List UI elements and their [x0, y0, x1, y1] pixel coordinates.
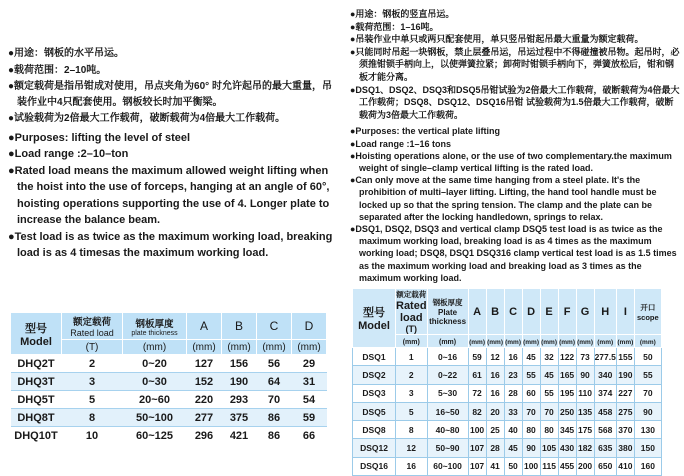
header-scope-mm: (mm): [634, 335, 661, 348]
table-row: [353, 348, 662, 366]
cell-d: 29: [292, 355, 327, 373]
cell-model: DHQ2T: [11, 355, 62, 373]
cell-a: 220: [187, 391, 222, 409]
right-description: [350, 8, 682, 284]
cell-plate: 40~80: [427, 421, 468, 439]
cell-load: 2: [396, 366, 428, 384]
cell-d: 100: [522, 457, 540, 475]
table-row: [11, 409, 327, 427]
header-a-unit: (mm): [187, 340, 222, 355]
header-rated-load: 额定载荷 Rated load (T): [396, 290, 427, 334]
left-en-load-range: ●Load range :2–10–ton: [8, 148, 129, 160]
cell-b: 28: [486, 439, 504, 457]
cell-scope: 150: [634, 439, 661, 457]
header-g: G: [576, 289, 594, 335]
left-description: [8, 46, 338, 262]
cell-f: 195: [558, 384, 576, 402]
cell-plate: 60~100: [427, 457, 468, 475]
header-i: I: [616, 289, 634, 335]
cell-scope: 50: [634, 348, 661, 366]
cell-b: 41: [486, 457, 504, 475]
cell-plate: 0~30: [123, 373, 187, 391]
cell-load: 8: [62, 409, 123, 427]
cell-model: DSQ2: [353, 366, 396, 384]
cell-d: 80: [522, 421, 540, 439]
cell-c: 50: [504, 457, 522, 475]
cell-d: 54: [292, 391, 327, 409]
header-plate-mm: (mm): [427, 335, 468, 348]
cell-model: DHQ5T: [11, 391, 62, 409]
cell-scope: 55: [634, 366, 661, 384]
cell-load: 5: [62, 391, 123, 409]
cell-c: 23: [504, 366, 522, 384]
cell-f: 430: [558, 439, 576, 457]
cell-d: 59: [292, 409, 327, 427]
left-en-purpose: ●Purposes: lifting the level of steel: [8, 131, 191, 144]
cell-b: 25: [486, 421, 504, 439]
header-plate-thickness: 钢板厚度 plate thickness: [123, 313, 187, 340]
header-scope: 开口 scope: [634, 289, 661, 335]
left-cn-rated-load: ●额定载荷是指吊钳成对使用，吊点夹角为60° 时允许起吊的最大重量，吊装作业中4只配套使用。钢板较长时加平衡梁。: [8, 81, 332, 108]
header-c: C: [504, 289, 522, 335]
cell-g: 182: [576, 439, 594, 457]
header-f-mm: (mm): [558, 335, 576, 348]
cell-model: DSQ1: [353, 348, 396, 366]
cell-d: 31: [292, 373, 327, 391]
cell-g: 175: [576, 421, 594, 439]
cell-d: 55: [522, 366, 540, 384]
cell-i: 410: [616, 457, 634, 475]
cell-h: 277.5: [594, 348, 616, 366]
header-model: 型号 Model: [11, 313, 62, 355]
cell-load: 12: [396, 439, 428, 457]
header-g-mm: (mm): [576, 335, 594, 348]
header-plate-unit: (mm): [123, 340, 187, 355]
header-f: F: [558, 289, 576, 335]
header-load-unit: (T): [62, 340, 123, 355]
table-row: [353, 402, 662, 420]
header-a: A: [187, 313, 222, 340]
left-cn-load-range: ●载荷范围：2–10吨。: [8, 64, 107, 76]
cell-a: 100: [468, 421, 486, 439]
dsq-spec-table: [352, 288, 662, 476]
cell-a: 107: [468, 457, 486, 475]
cell-c: 86: [257, 409, 292, 427]
table-row: [11, 427, 327, 445]
header-c: C: [257, 313, 292, 340]
cell-c: 28: [504, 384, 522, 402]
header-i-mm: (mm): [616, 335, 634, 348]
cell-i: 380: [616, 439, 634, 457]
cell-f: 165: [558, 366, 576, 384]
table-row: [11, 391, 327, 409]
cell-plate: 20~60: [123, 391, 187, 409]
cell-b: 20: [486, 402, 504, 420]
cell-i: 155: [616, 348, 634, 366]
cell-c: 70: [257, 391, 292, 409]
right-en-test-load: ●DSQ1, DSQ2, DSQ3 and vertical clamp DSQ5 test load is as twice as the maximum working load, breaking load is as 4 times as the maximum working load; DSQ8, DSQ1 DSQ316 clamp vertical test load is as 1.5 times as the maximum working load and breaking load as 3 times as the maximum working load.: [350, 223, 677, 283]
cell-d: 45: [522, 348, 540, 366]
cell-load: 10: [62, 427, 123, 445]
cell-load: 3: [62, 373, 123, 391]
cell-a: 152: [187, 373, 222, 391]
cell-load: 16: [396, 457, 428, 475]
cell-plate: 60~125: [123, 427, 187, 445]
cell-h: 374: [594, 384, 616, 402]
cell-model: DSQ3: [353, 384, 396, 402]
right-chinese-text: [350, 8, 682, 121]
left-cn-test-load: ●试验载荷为2倍最大工作载荷，破断载荷为4倍最大工作载荷。: [8, 113, 286, 124]
table-row: [353, 384, 662, 402]
cell-d: 66: [292, 427, 327, 445]
header-a: A: [468, 289, 486, 335]
cell-f: 455: [558, 457, 576, 475]
cell-b: 12: [486, 348, 504, 366]
cell-e: 115: [540, 457, 558, 475]
cell-load: 8: [396, 421, 428, 439]
header-b-mm: (mm): [486, 335, 504, 348]
cell-model: DHQ3T: [11, 373, 62, 391]
table-row: [353, 421, 662, 439]
left-chinese-text: [8, 46, 338, 127]
cell-model: DSQ12: [353, 439, 396, 457]
header-d-mm: (mm): [522, 335, 540, 348]
right-english-text: [350, 125, 682, 284]
cell-b: 293: [222, 391, 257, 409]
cell-b: 421: [222, 427, 257, 445]
cell-scope: 90: [634, 402, 661, 420]
cell-d: 60: [522, 384, 540, 402]
cell-scope: 130: [634, 421, 661, 439]
cell-e: 55: [540, 384, 558, 402]
cell-model: DSQ8: [353, 421, 396, 439]
cell-i: 190: [616, 366, 634, 384]
cell-d: 90: [522, 439, 540, 457]
cell-h: 568: [594, 421, 616, 439]
cell-a: 127: [187, 355, 222, 373]
cell-plate: 50~90: [427, 439, 468, 457]
cell-e: 32: [540, 348, 558, 366]
header-e: E: [540, 289, 558, 335]
cell-h: 340: [594, 366, 616, 384]
header-d-unit: (mm): [292, 340, 327, 355]
header-h-mm: (mm): [594, 335, 616, 348]
right-en-operation: ●Can only move at the same time hanging from a steel plate. It's the prohibition of multi–layer lifting. Lifting, the hand tool handle must be locked up so that the spring tension. The clamp and the plate can be separated after the locking handledown, springs to relax.: [350, 175, 657, 222]
cell-plate: 16~50: [427, 402, 468, 420]
header-d: D: [292, 313, 327, 340]
cell-model: DHQ8T: [11, 409, 62, 427]
header-h: H: [594, 289, 616, 335]
cell-load: 2: [62, 355, 123, 373]
cell-d: 70: [522, 402, 540, 420]
cell-g: 90: [576, 366, 594, 384]
right-en-purpose: ●Purposes: the vertical plate lifting: [350, 126, 500, 137]
right-en-usage: ●Hoisting operations alone, or the use of two complementary.the maximum weight of single–clamp vertical lifting is the rated load.: [350, 150, 672, 173]
header-a-mm: (mm): [468, 335, 486, 348]
cell-e: 45: [540, 366, 558, 384]
left-en-rated-load: ●Rated load means the maximum allowed weight lifting when the hoist into the use of forceps, hanging at an angle of 60°, hoisting operations supporting the use of 4. Longer plate to increase the balance beam.: [8, 164, 330, 226]
header-e-mm: (mm): [540, 335, 558, 348]
right-cn-test-load: ●DSQ1、DSQ2、DSQ3和DSQ5吊钳试验为2倍最大工作载荷，破断载荷为4倍最大工作载荷；DSQ8、DSQ12、DSQ16吊钳 试验载荷为1.5倍最大工作载荷，破断载荷为3倍最大工作载荷。: [350, 84, 680, 120]
table-row: [11, 355, 327, 373]
cell-a: 72: [468, 384, 486, 402]
table-row: [353, 457, 662, 475]
left-english-text: [8, 130, 338, 262]
cell-plate: 5~30: [427, 384, 468, 402]
cell-c: 40: [504, 421, 522, 439]
left-en-test-load: ●Test load is as twice as the maximum working load, breaking load is as 4 timesas the maximum working load.: [8, 230, 333, 259]
header-model: 型号 Model: [353, 289, 396, 348]
header-b: B: [222, 313, 257, 340]
header-b-unit: (mm): [222, 340, 257, 355]
cell-a: 61: [468, 366, 486, 384]
right-cn-load-range: ●载荷范围：1–16吨。: [350, 21, 439, 32]
cell-c: 56: [257, 355, 292, 373]
cell-a: 277: [187, 409, 222, 427]
cell-model: DHQ10T: [11, 427, 62, 445]
cell-load: 5: [396, 402, 428, 420]
cell-b: 190: [222, 373, 257, 391]
cell-f: 345: [558, 421, 576, 439]
dhq-spec-table: [10, 312, 327, 444]
right-cn-operation: ●只能同时吊起一块钢板，禁止层叠吊运，吊运过程中不得碰撞被吊物。起吊时，必须推钳锁手柄向上，以使弹簧拉紧；卸荷时钳锁手柄向下，弹簧放松后，钳和钢板才能分离。: [350, 46, 680, 82]
header-d: D: [522, 289, 540, 335]
cell-g: 135: [576, 402, 594, 420]
right-cn-usage: ●吊装作业中单只或两只配套使用，单只竖吊钳起吊最大重量为额定载荷。: [350, 34, 644, 45]
cell-b: 16: [486, 366, 504, 384]
cell-g: 200: [576, 457, 594, 475]
cell-scope: 160: [634, 457, 661, 475]
cell-load: 3: [396, 384, 428, 402]
cell-b: 156: [222, 355, 257, 373]
header-load-mm: (mm): [396, 335, 428, 348]
cell-g: 73: [576, 348, 594, 366]
cell-i: 275: [616, 402, 634, 420]
cell-b: 375: [222, 409, 257, 427]
cell-a: 82: [468, 402, 486, 420]
cell-h: 458: [594, 402, 616, 420]
cell-i: 370: [616, 421, 634, 439]
cell-c: 16: [504, 348, 522, 366]
header-b: B: [486, 289, 504, 335]
table-row: [11, 373, 327, 391]
header-c-unit: (mm): [257, 340, 292, 355]
cell-scope: 70: [634, 384, 661, 402]
cell-e: 80: [540, 421, 558, 439]
cell-plate: 0~22: [427, 366, 468, 384]
cell-c: 86: [257, 427, 292, 445]
cell-e: 105: [540, 439, 558, 457]
left-cn-purpose: ●用途：钢板的水平吊运。: [8, 48, 125, 59]
cell-model: DSQ5: [353, 402, 396, 420]
cell-h: 635: [594, 439, 616, 457]
cell-f: 122: [558, 348, 576, 366]
table-row: [353, 366, 662, 384]
cell-g: 110: [576, 384, 594, 402]
cell-a: 296: [187, 427, 222, 445]
cell-b: 16: [486, 384, 504, 402]
cell-e: 70: [540, 402, 558, 420]
right-cn-purpose: ●用途：钢板的竖直吊运。: [350, 9, 455, 19]
cell-f: 250: [558, 402, 576, 420]
cell-load: 1: [396, 348, 428, 366]
cell-c: 33: [504, 402, 522, 420]
cell-c: 64: [257, 373, 292, 391]
cell-plate: 50~100: [123, 409, 187, 427]
cell-model: DSQ16: [353, 457, 396, 475]
cell-c: 45: [504, 439, 522, 457]
cell-a: 107: [468, 439, 486, 457]
cell-a: 59: [468, 348, 486, 366]
header-c-mm: (mm): [504, 335, 522, 348]
header-rated-load: 额定载荷 Rated load: [62, 313, 123, 340]
header-plate-thickness: 钢板厚度 Plate thickness: [427, 289, 468, 335]
right-en-load-range: ●Load range :1–16 tons: [350, 138, 451, 149]
cell-h: 650: [594, 457, 616, 475]
cell-plate: 0~20: [123, 355, 187, 373]
cell-plate: 0~16: [427, 348, 468, 366]
cell-i: 227: [616, 384, 634, 402]
